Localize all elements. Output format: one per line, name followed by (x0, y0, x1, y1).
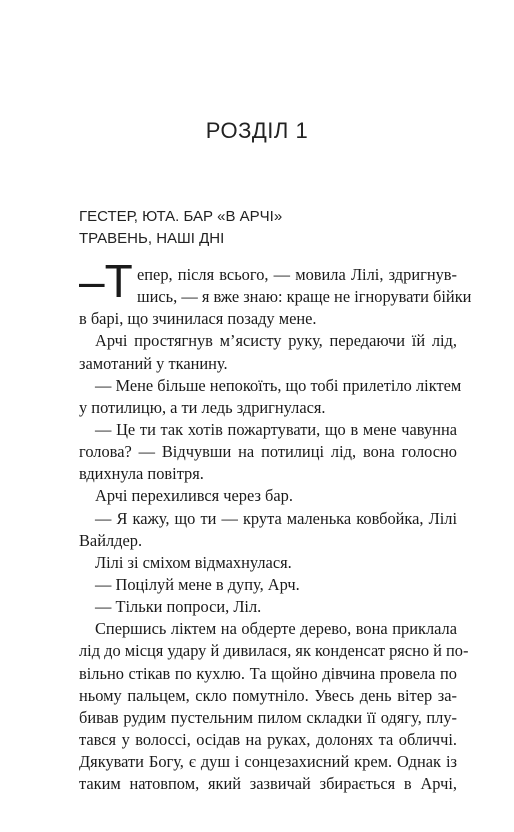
text-line: в барі, що зчинилася позаду мене. (79, 309, 317, 329)
location-time: ТРАВЕНЬ, НАШІ ДНІ (79, 230, 225, 247)
text-line: вільно стікав по кухлю. Та щойно дівчина провела по (79, 663, 457, 683)
text-line: вдихнула повітря. (79, 464, 204, 484)
text-line: ньому пальцем, скло помутніло. Увесь день вітер за- (79, 685, 457, 705)
drop-cap: –Т (79, 255, 133, 307)
text-line: голова? — Відчувши на потилиці лід, вона голосно (79, 442, 457, 462)
text-line: Вайлдер. (79, 530, 143, 550)
text-line: — Це ти так хотів пожартувати, що в мене чавунна (95, 419, 457, 439)
chapter-title: РОЗДІЛ 1 (205, 118, 309, 143)
text-line: Лілі зі сміхом відмахнулася. (95, 552, 292, 572)
chapter-location (79, 206, 459, 250)
text-line: — Тільки попроси, Ліл. (95, 597, 262, 617)
text-line: Арчі простягнув м’ясисту руку, передаючи їй лід, (95, 331, 457, 351)
text-line: замотаний у тканину. (79, 353, 228, 373)
text-line: Дякувати Богу, є душ і сонцезахисний крем. Однак із (79, 752, 457, 772)
text-line: таким натовпом, який зазвичай збирається в Арчі, (79, 774, 457, 794)
location-place: ГЕСТЕР, ЮТА. БАР «В АРЧІ» (79, 208, 283, 225)
text-line: — Я кажу, що ти — крута маленька ковбойка, Лілі (95, 508, 457, 528)
text-line: у потилицю, а ти ледь здригнулася. (79, 397, 326, 417)
text-line: Арчі перехилився через бар. (95, 486, 293, 506)
text-line: шись, — я вже знаю: краще не ігнорувати бійки (137, 287, 472, 307)
text-line: лід до місця удару й дивилася, як конденсат рясно й по- (79, 641, 469, 661)
text-line: — Мене більше непокоїть, що тобі прилетіло ліктем (95, 375, 462, 395)
text-line: тався у волоссі, осідав на руках, долонях та обличчі. (79, 729, 457, 749)
body-text (79, 264, 472, 795)
text-line: епер, після всього, — мовила Лілі, здригнув- (137, 265, 457, 284)
text-line: Спершись ліктем на обдерте дерево, вона приклала (95, 619, 457, 639)
text-line: бивав рудим пустельним пилом складки її одягу, плу- (79, 707, 457, 727)
text-line: — Поцілуй мене в дупу, Арч. (95, 574, 300, 594)
